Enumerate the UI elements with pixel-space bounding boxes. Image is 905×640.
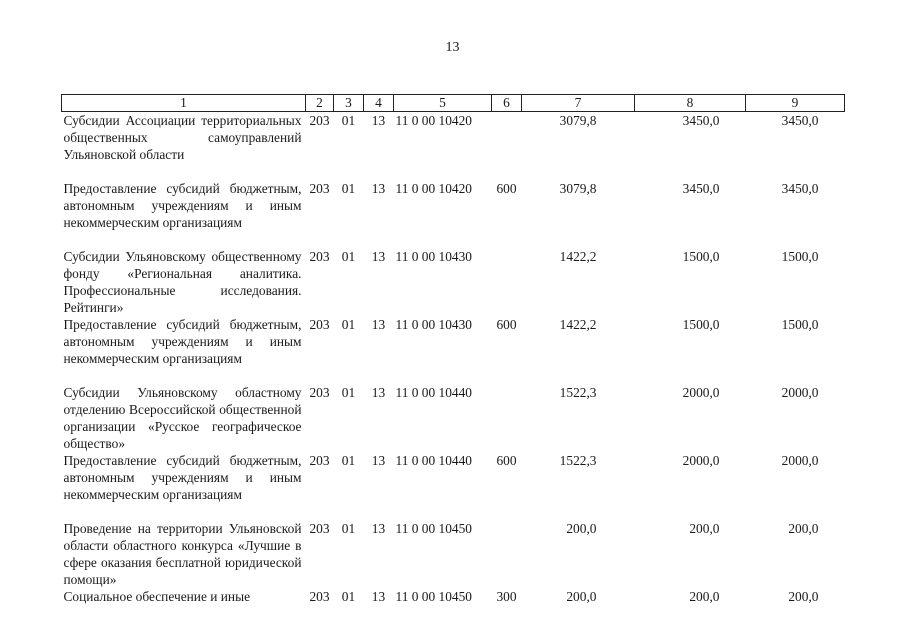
row-value-9: 2000,0 xyxy=(781,453,819,468)
table-row xyxy=(62,384,845,452)
table-row xyxy=(62,520,845,588)
row-code-6 xyxy=(492,520,522,588)
row-code-3: 01 xyxy=(341,589,356,604)
row-name: Предоставление субсидий бюджетным, автономным учреждениям и иным некоммерческим организациям xyxy=(63,317,302,366)
table-header xyxy=(62,95,845,112)
row-code-5: 11 0 00 10430 xyxy=(395,249,472,264)
row-code-6 xyxy=(492,112,522,181)
row-code-4: 13 xyxy=(371,249,386,264)
row-code-4: 13 xyxy=(371,521,386,536)
table-row xyxy=(62,248,845,316)
row-code-4: 13 xyxy=(371,113,386,128)
row-value-8: 3450,0 xyxy=(682,113,720,128)
row-value-8: 200,0 xyxy=(689,521,720,536)
row-code-5: 11 0 00 10430 xyxy=(395,317,472,332)
row-code-2: 203 xyxy=(309,181,330,196)
row-code-3: 01 xyxy=(341,181,356,196)
table-row xyxy=(62,112,845,181)
row-code-6: 600 xyxy=(496,181,517,196)
row-code-6: 300 xyxy=(496,589,517,604)
row-code-6 xyxy=(492,248,522,316)
header-col-1: 1 xyxy=(62,95,306,112)
row-code-6 xyxy=(492,384,522,452)
row-value-7: 1522,3 xyxy=(559,453,597,468)
row-value-7: 1422,2 xyxy=(559,317,597,332)
row-code-2: 203 xyxy=(309,113,330,128)
header-row xyxy=(62,95,845,112)
row-value-7: 3079,8 xyxy=(559,113,597,128)
row-code-4: 13 xyxy=(371,385,386,400)
header-col-2: 2 xyxy=(306,95,334,112)
row-code-5: 11 0 00 10440 xyxy=(395,385,472,400)
budget-table xyxy=(61,94,845,608)
row-code-4: 13 xyxy=(371,181,386,196)
row-code-4: 13 xyxy=(371,589,386,604)
row-code-4: 13 xyxy=(371,453,386,468)
header-col-9: 9 xyxy=(746,95,845,112)
header-col-6: 6 xyxy=(492,95,522,112)
header-col-3: 3 xyxy=(334,95,364,112)
row-value-8: 1500,0 xyxy=(682,317,720,332)
row-name: Проведение на территории Ульяновской области областного конкурса «Лучшие в сфере оказания бесплатной юридической помощи» xyxy=(63,521,302,587)
row-code-2: 203 xyxy=(309,589,330,604)
row-code-5: 11 0 00 10450 xyxy=(395,589,472,604)
row-code-2: 203 xyxy=(309,385,330,400)
row-code-2: 203 xyxy=(309,453,330,468)
row-code-5: 11 0 00 10450 xyxy=(395,521,472,536)
row-value-8: 2000,0 xyxy=(682,453,720,468)
row-code-2: 203 xyxy=(309,521,330,536)
row-name: Субсидии Ульяновскому областному отделению Всероссийской общественной организации «Русское географическое общество» xyxy=(63,385,302,451)
row-code-3: 01 xyxy=(341,385,356,400)
row-code-3: 01 xyxy=(341,521,356,536)
row-name: Субсидии Ульяновскому общественному фонду «Региональная аналитика. Профессиональные исследования. Рейтинги» xyxy=(63,249,302,315)
header-col-5: 5 xyxy=(394,95,492,112)
row-name: Субсидии Ассоциации территориальных общественных самоуправлений Ульяновской области xyxy=(63,113,302,162)
row-code-5: 11 0 00 10440 xyxy=(395,453,472,468)
row-value-9: 1500,0 xyxy=(781,317,819,332)
row-code-5: 11 0 00 10420 xyxy=(395,181,472,196)
row-code-3: 01 xyxy=(341,113,356,128)
row-value-7: 200,0 xyxy=(566,589,597,604)
table-row xyxy=(62,316,845,384)
row-value-8: 3450,0 xyxy=(682,181,720,196)
table-row xyxy=(62,588,845,608)
row-code-3: 01 xyxy=(341,453,356,468)
row-value-8: 200,0 xyxy=(689,589,720,604)
row-code-2: 203 xyxy=(309,317,330,332)
row-value-9: 200,0 xyxy=(788,521,819,536)
header-col-7: 7 xyxy=(522,95,635,112)
row-code-2: 203 xyxy=(309,249,330,264)
row-code-3: 01 xyxy=(341,317,356,332)
row-name: Предоставление субсидий бюджетным, автономным учреждениям и иным некоммерческим организациям xyxy=(63,453,302,502)
row-code-6: 600 xyxy=(496,453,517,468)
row-code-6: 600 xyxy=(496,317,517,332)
row-value-9: 3450,0 xyxy=(781,181,819,196)
table-body xyxy=(62,112,845,609)
table-row xyxy=(62,452,845,520)
row-code-5: 11 0 00 10420 xyxy=(395,113,472,128)
row-code-3: 01 xyxy=(341,249,356,264)
row-value-7: 3079,8 xyxy=(559,181,597,196)
row-value-7: 1422,2 xyxy=(559,249,597,264)
row-value-9: 1500,0 xyxy=(781,249,819,264)
row-code-4: 13 xyxy=(371,317,386,332)
header-col-8: 8 xyxy=(635,95,746,112)
row-name: Социальное обеспечение и иные xyxy=(63,589,251,604)
row-value-9: 2000,0 xyxy=(781,385,819,400)
table-row xyxy=(62,180,845,248)
header-col-4: 4 xyxy=(364,95,394,112)
row-value-8: 1500,0 xyxy=(682,249,720,264)
row-value-7: 200,0 xyxy=(566,521,597,536)
row-name: Предоставление субсидий бюджетным, автономным учреждениям и иным некоммерческим организациям xyxy=(63,181,302,230)
row-value-8: 2000,0 xyxy=(682,385,720,400)
page-number: 13 xyxy=(445,40,460,55)
row-value-9: 200,0 xyxy=(788,589,819,604)
row-value-9: 3450,0 xyxy=(781,113,819,128)
row-value-7: 1522,3 xyxy=(559,385,597,400)
